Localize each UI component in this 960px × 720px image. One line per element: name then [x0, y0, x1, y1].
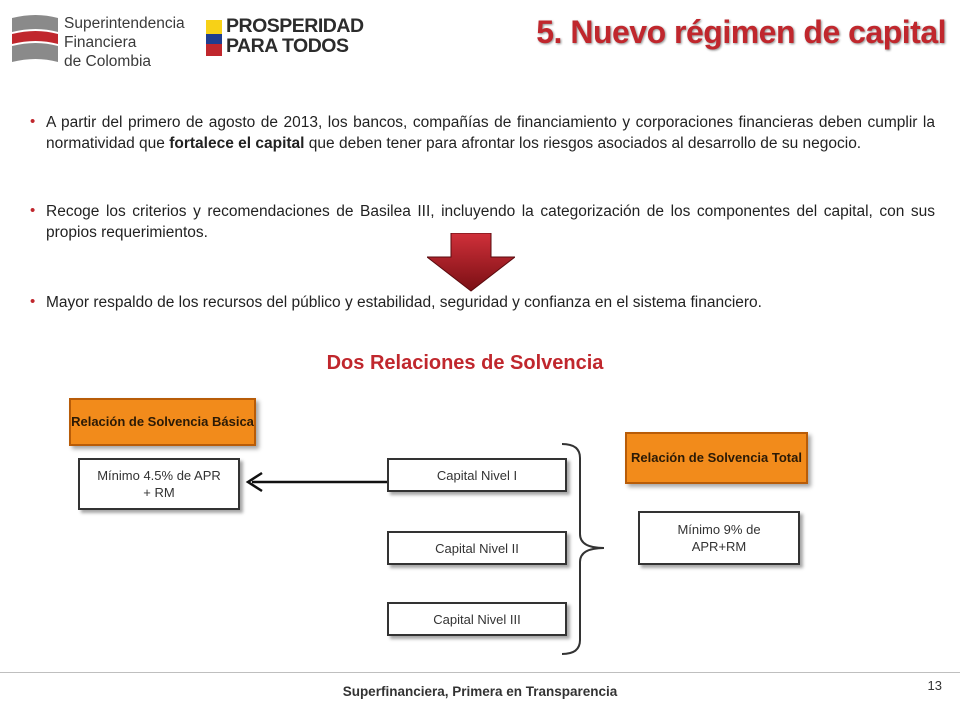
bullet-3 — [30, 293, 935, 314]
page-number: 13 — [927, 678, 942, 693]
capital-level-2-box — [387, 531, 567, 565]
curly-brace-icon — [562, 444, 604, 654]
capital-level-3-label: Capital Nivel III — [433, 611, 521, 627]
bullet-1-part-2: que deben tener para afrontar los riesgos asociados al desarrollo de su negocio. — [304, 134, 862, 152]
basic-minimum-box — [78, 458, 240, 510]
diagram-title: Dos Relaciones de Solvencia — [326, 352, 604, 374]
bullet-dot-icon: • — [30, 293, 36, 310]
bullet-2-text: Recoge los criterios y recomendaciones de Basilea III, incluyendo la categorización de los componentes del capital, con sus propios requerimientos. — [46, 203, 935, 241]
capital-level-1-box — [387, 458, 567, 492]
arrow-head-icon — [248, 473, 262, 491]
superintendencia-logo-text — [64, 14, 185, 71]
slide-title: 5. Nuevo régimen de capital — [536, 14, 946, 50]
basic-solvency-label: Relación de Solvencia Básica — [71, 414, 254, 429]
bullet-1-bold: fortalece el capital — [169, 134, 305, 152]
bullet-1 — [30, 113, 935, 154]
capital-level-3-box — [387, 602, 567, 636]
down-arrow-icon — [427, 233, 515, 293]
capital-level-1-label: Capital Nivel I — [436, 467, 518, 483]
capital-level-2-label: Capital Nivel II — [435, 540, 519, 556]
prosperidad-logo-text — [226, 16, 364, 56]
bullet-1-text — [46, 113, 935, 154]
bullet-dot-icon: • — [30, 202, 36, 219]
total-minimum-label: Mínimo 9% de APR+RM — [677, 522, 761, 554]
total-solvency-box — [625, 432, 808, 484]
footer-text: Superfinanciera, Primera en Transparencia — [342, 684, 618, 699]
prosperidad-line-1: PROSPERIDAD — [226, 15, 364, 37]
prosperidad-line-2: PARA TODOS — [226, 35, 349, 57]
footer-divider — [0, 672, 960, 673]
logo-line-3: de Colombia — [64, 53, 152, 70]
total-minimum-box — [638, 511, 800, 565]
bullet-3-text: Mayor respaldo de los recursos del público y estabilidad, seguridad y confianza en el sistema financiero. — [46, 294, 762, 311]
bullet-dot-icon: • — [30, 113, 36, 130]
bullet-1-part-1: A partir del primero de agosto de 2013, los bancos, compañías de financiamiento y corporaciones financieras deben cumplir la normatividad que — [46, 114, 935, 152]
basic-solvency-box — [69, 398, 256, 446]
total-solvency-label: Relación de Solvencia Total — [631, 450, 802, 465]
basic-minimum-label: Mínimo 4.5% de APR + RM — [97, 468, 221, 500]
logo-line-2: Financiera — [64, 34, 137, 51]
logo-line-1: Superintendencia — [64, 15, 185, 32]
